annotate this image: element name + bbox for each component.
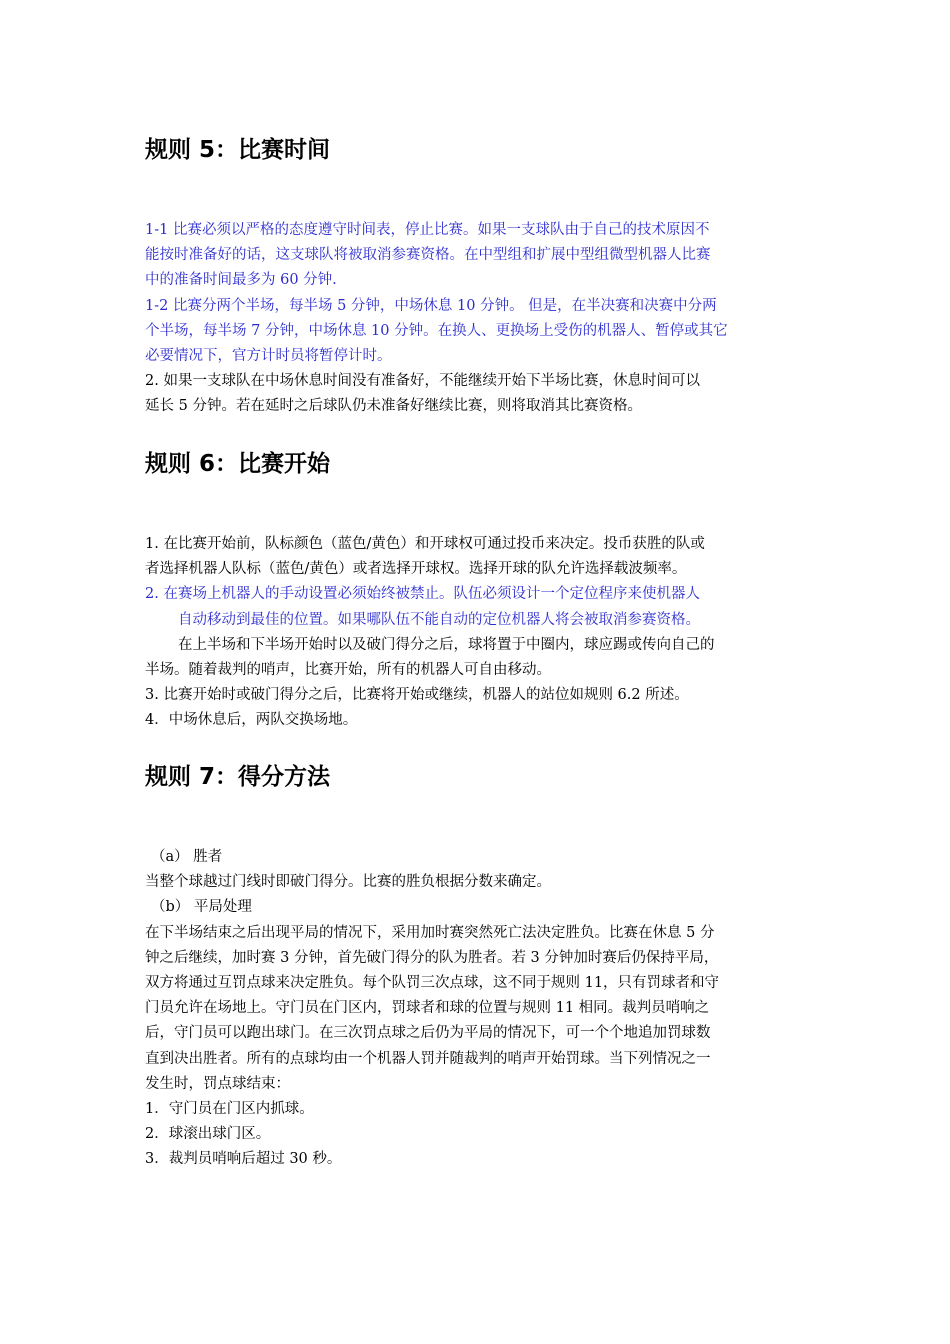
paragraph-line: （a） 胜者 (151, 849, 223, 865)
paragraph-line: 1-1 比赛必须以严格的态度遵守时间表，停止比赛。如果一支球队由于自己的技术原因不 (145, 222, 710, 238)
paragraph-line: 发生时，罚点球结束： (145, 1075, 290, 1092)
paragraph-line: 门员允许在场地上。守门员在门区内，罚球者和球的位置与规则 11 相同。裁判员哨响之 (145, 1000, 710, 1017)
paragraph-line: 2. 在赛场上机器人的手动设置必须始终被禁止。队伍必须设计一个定位程序来使机器人 (145, 586, 700, 603)
paragraph-line: 钟之后继续，加时赛 3 分钟，首先破门得分的队为胜者。若 3 分钟加时赛后仍保持平局， (145, 949, 719, 966)
paragraph-line: 1-2 比赛分两个半场，每半场 5 分钟，中场休息 10 分钟。 但是，在半决赛和决赛中分两 (145, 297, 717, 314)
paragraph-line: 1. 在比赛开始前，队标颜色（蓝色/黄色）和开球权可通过投币来决定。投币获胜的队或 (145, 536, 705, 552)
paragraph-line: 2．球滚出球门区。 (145, 1126, 271, 1143)
paragraph-line: 半场。随着裁判的哨声，比赛开始，所有的机器人可自由移动。 (145, 661, 551, 678)
section-heading-rule-7: 规则 7：得分方法 (145, 764, 331, 790)
paragraph-line: 在上半场和下半场开始时以及破门得分之后，球将置于中圈内，球应踢或传向自己的 (178, 636, 715, 653)
paragraph-line: 能按时准备好的话，这支球队将被取消参赛资格。在中型组和扩展中型组微型机器人比赛 (145, 247, 711, 264)
paragraph-line: 当整个球越过门线时即破门得分。比赛的胜负根据分数来确定。 (145, 874, 551, 891)
paragraph-line: 者选择机器人队标（蓝色/黄色）或者选择开球权。选择开球的队允许选择载波频率。 (145, 561, 687, 578)
paragraph-line: 双方将通过互罚点球来决定胜负。每个队罚三次点球，这不同于规则 11，只有罚球者和守 (145, 974, 720, 991)
paragraph-line: 4．中场休息后，两队交换场地。 (145, 712, 358, 729)
paragraph-line: 3．裁判员哨响后超过 30 秒。 (145, 1151, 342, 1168)
paragraph-line: 必要情况下，官方计时员将暂停计时。 (145, 347, 392, 364)
paragraph-line: 个半场，每半场 7 分钟，中场休息 10 分钟。在换人、更换场上受伤的机器人、暂停或其它 (145, 322, 728, 339)
section-body-rule-7 (145, 845, 810, 1172)
paragraph-line: 在下半场结束之后出现平局的情况下，采用加时赛突然死亡法决定胜负。比赛在休息 5 分 (145, 924, 715, 941)
paragraph-line: 中的准备时间最多为 60 分钟. (145, 272, 337, 289)
section-body-rule-6 (145, 532, 810, 734)
paragraph-line: 自动移动到最佳的位置。如果哪队伍不能自动的定位机器人将会被取消参赛资格。 (178, 611, 700, 628)
paragraph-line: 直到决出胜者。所有的点球均由一个机器人罚并随裁判的哨声开始罚球。当下列情况之一 (145, 1050, 711, 1067)
paragraph-line: 1．守门员在门区内抓球。 (145, 1100, 314, 1117)
section-heading-rule-5: 规则 5：比赛时间 (145, 137, 331, 163)
section-body-rule-5 (145, 218, 810, 420)
paragraph-line: 延长 5 分钟。若在延时之后球队仍未准备好继续比赛，则将取消其比赛资格。 (145, 398, 642, 415)
paragraph-line: 2. 如果一支球队在中场休息时间没有准备好，不能继续开始下半场比赛，休息时间可以 (145, 373, 700, 390)
paragraph-line: （b） 平局处理 (151, 899, 252, 916)
paragraph-line: 后，守门员可以跑出球门。在三次罚点球之后仍为平局的情况下，可一个个地追加罚球数 (145, 1025, 711, 1042)
paragraph-line: 3. 比赛开始时或破门得分之后，比赛将开始或继续，机器人的站位如规则 6.2 所述。 (145, 687, 689, 704)
section-heading-rule-6: 规则 6：比赛开始 (145, 451, 331, 477)
